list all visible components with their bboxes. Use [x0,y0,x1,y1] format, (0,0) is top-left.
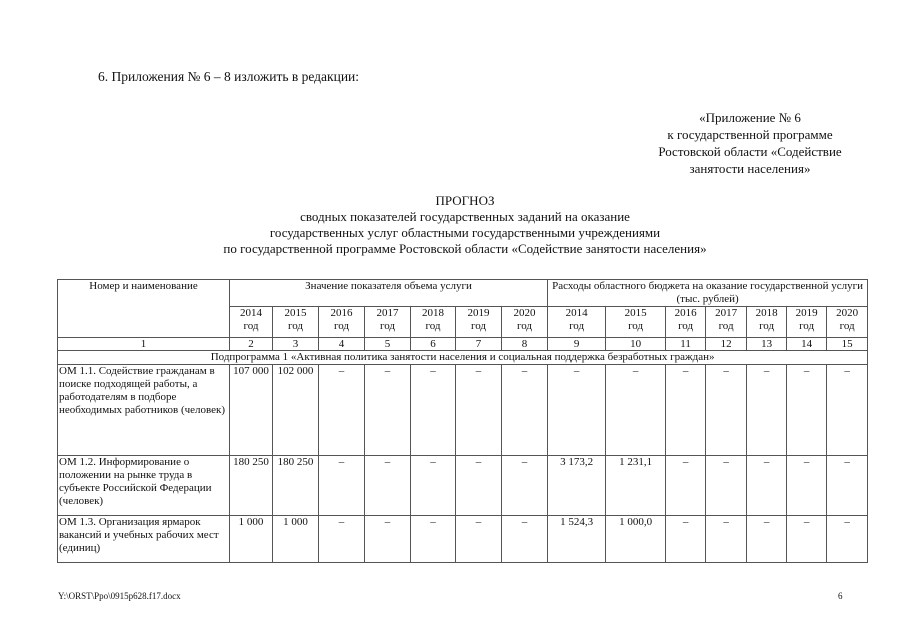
table-cell: – [787,456,827,516]
table-cell: – [827,516,868,563]
table-cell: 1 231,1 [606,456,666,516]
table-cell: – [706,516,747,563]
table-cell: 1 000 [230,516,273,563]
row-name: ОМ 1.3. Организация ярмарок вакансий и учебных рабочих мест (единиц) [58,516,230,563]
appendix-line: Ростовской области «Содействие [658,144,842,159]
table-cell: – [456,456,502,516]
column-number: 12 [706,338,747,351]
table-cell: 1 000,0 [606,516,666,563]
column-number: 5 [365,338,411,351]
table-cell: – [706,456,747,516]
table-cell: – [747,365,787,456]
column-number: 2 [230,338,273,351]
group1-header: Значение показателя объема услуги [230,280,548,307]
table-cell: – [787,516,827,563]
appendix-line: «Приложение № 6 [699,110,801,125]
table-cell: 1 000 [273,516,319,563]
table-cell: – [548,365,606,456]
table-cell: – [319,365,365,456]
table-cell: 3 173,2 [548,456,606,516]
table-cell: – [319,516,365,563]
year-cell: 2017 год [365,307,411,338]
column-number: 6 [411,338,456,351]
title-line: сводных показателей государственных заданий на оказание [300,209,630,224]
intro-text: 6. Приложения № 6 – 8 изложить в редакции: [98,69,360,84]
table-cell: – [319,456,365,516]
table-cell: – [827,365,868,456]
footer-file-path: Y:\ORST\Ppo\0915p628.f17.docx [58,591,181,601]
table-cell: – [456,516,502,563]
column-number-row [58,338,868,351]
table-cell: – [365,456,411,516]
table-cell: – [411,516,456,563]
year-cell: 2020 год [827,307,868,338]
column-number: 3 [273,338,319,351]
table-cell: – [606,365,666,456]
table-cell: – [747,516,787,563]
year-cell: 2014 год [548,307,606,338]
table-cell: 102 000 [273,365,319,456]
table-cell: 180 250 [230,456,273,516]
appendix-line: к государственной программе [667,127,833,142]
column-number: 10 [606,338,666,351]
title-line: государственных услуг областными государственными учреждениями [269,225,661,240]
row-name: ОМ 1.2. Информирование о положении на рынке труда в субъекте Российской Федерации (человек) [58,456,230,516]
table-cell: 107 000 [230,365,273,456]
column-number: 4 [319,338,365,351]
year-cell: 2016 год [666,307,706,338]
table-cell: – [411,456,456,516]
column-number: 8 [502,338,548,351]
year-cell: 2015 год [606,307,666,338]
table-cell: 180 250 [273,456,319,516]
table-cell: – [666,365,706,456]
year-cell: 2015 год [273,307,319,338]
title-heading: ПРОГНОЗ [435,193,495,208]
table-header-row [58,280,868,307]
column-number: 14 [787,338,827,351]
column-number: 7 [456,338,502,351]
year-cell: 2020 год [502,307,548,338]
table-cell: – [502,516,548,563]
year-cell: 2014 год [230,307,273,338]
table-cell: – [502,365,548,456]
table-cell: – [456,365,502,456]
table-cell: – [787,365,827,456]
column-number: 15 [827,338,868,351]
column-number: 11 [666,338,706,351]
document-title [150,193,780,257]
table-cell: – [666,456,706,516]
appendix-line: занятости населения» [689,161,811,176]
year-cell: 2018 год [411,307,456,338]
column-number: 1 [58,338,230,351]
table-cell: – [747,456,787,516]
subprogram-title: Подпрограмма 1 «Активная политика занятости населения и социальная поддержка безработных граждан» [58,351,868,365]
subprogram-row [58,351,868,365]
year-cell: 2019 год [456,307,502,338]
year-cell: 2017 год [706,307,747,338]
title-line: по государственной программе Ростовской области «Содействие занятости населения» [223,241,707,256]
table-cell: – [666,516,706,563]
table-cell: 1 524,3 [548,516,606,563]
table-row [58,516,868,563]
table-cell: – [365,516,411,563]
group2-header: Расходы областного бюджета на оказание государственной услуги (тыс. рублей) [548,280,868,307]
column-number: 9 [548,338,606,351]
year-cell: 2016 год [319,307,365,338]
table-row [58,456,868,516]
table-cell: – [411,365,456,456]
year-cell: 2018 год [747,307,787,338]
table-cell: – [827,456,868,516]
page-number: 6 [838,591,843,601]
appendix-header [620,109,880,177]
table-cell: – [365,365,411,456]
forecast-table [57,279,868,563]
year-cell: 2019 год [787,307,827,338]
column-number: 13 [747,338,787,351]
col1-header: Номер и наименование [58,280,230,338]
row-name: ОМ 1.1. Содействие гражданам в поиске подходящей работы, а работодателям в подборе необходимых работников (человек) [58,365,230,456]
table-cell: – [706,365,747,456]
table-row [58,365,868,456]
table-cell: – [502,456,548,516]
